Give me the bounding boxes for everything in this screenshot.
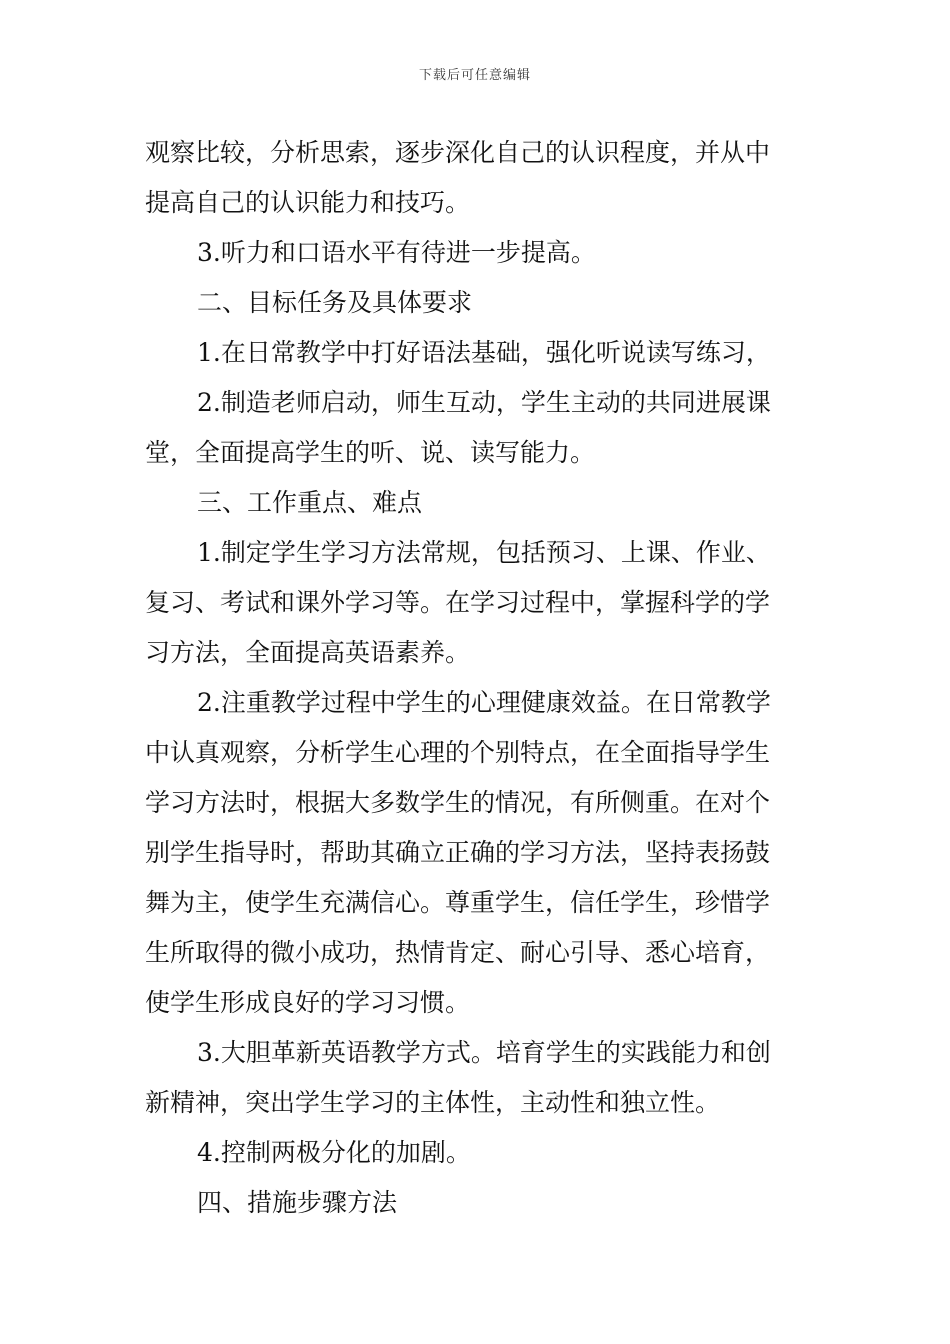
page-header: 下载后可任意编辑 bbox=[418, 68, 531, 83]
body-line-1: 观察比较，分析思索，逐步深化自己的认识程度，并从中 bbox=[145, 138, 771, 167]
body-line-18: 使学生形成良好的学习习惯。 bbox=[145, 988, 471, 1017]
section-heading-2: 二、目标任务及具体要求 bbox=[197, 288, 473, 317]
body-line-2: 提高自己的认识能力和技巧。 bbox=[145, 188, 471, 217]
body-line-12: 2.注重教学过程中学生的心理健康效益。在日常教学 bbox=[197, 688, 771, 717]
body-line-5: 1.在日常教学中打好语法基础，强化听说读写练习， bbox=[197, 338, 771, 367]
document-body bbox=[145, 128, 805, 1228]
body-line-11: 习方法，全面提高英语素养。 bbox=[145, 638, 471, 667]
body-line-13: 中认真观察，分析学生心理的个别特点，在全面指导学生 bbox=[145, 738, 771, 767]
body-line-14: 学习方法时，根据大多数学生的情况，有所侧重。在对个 bbox=[145, 788, 771, 817]
body-line-21: 4.控制两极分化的加剧。 bbox=[197, 1138, 471, 1167]
body-line-6: 2.制造老师启动，师生互动，学生主动的共同进展课 bbox=[197, 388, 771, 417]
body-line-3: 3.听力和口语水平有待进一步提高。 bbox=[197, 238, 596, 267]
body-line-15: 别学生指导时，帮助其确立正确的学习方法，坚持表扬鼓 bbox=[145, 838, 771, 867]
body-line-20: 新精神，突出学生学习的主体性，主动性和独立性。 bbox=[145, 1088, 721, 1117]
body-line-17: 生所取得的微小成功，热情肯定、耐心引导、悉心培育， bbox=[145, 938, 771, 967]
body-line-10: 复习、考试和课外学习等。在学习过程中，掌握科学的学 bbox=[145, 588, 771, 617]
section-heading-4: 四、措施步骤方法 bbox=[197, 1188, 398, 1217]
body-line-19: 3.大胆革新英语教学方式。培育学生的实践能力和创 bbox=[197, 1038, 771, 1067]
body-line-9: 1.制定学生学习方法常规，包括预习、上课、作业、 bbox=[197, 538, 771, 567]
body-line-7: 堂，全面提高学生的听、说、读写能力。 bbox=[145, 438, 596, 467]
body-line-16: 舞为主，使学生充满信心。尊重学生，信任学生，珍惜学 bbox=[145, 888, 771, 917]
section-heading-3: 三、工作重点、难点 bbox=[197, 488, 423, 517]
